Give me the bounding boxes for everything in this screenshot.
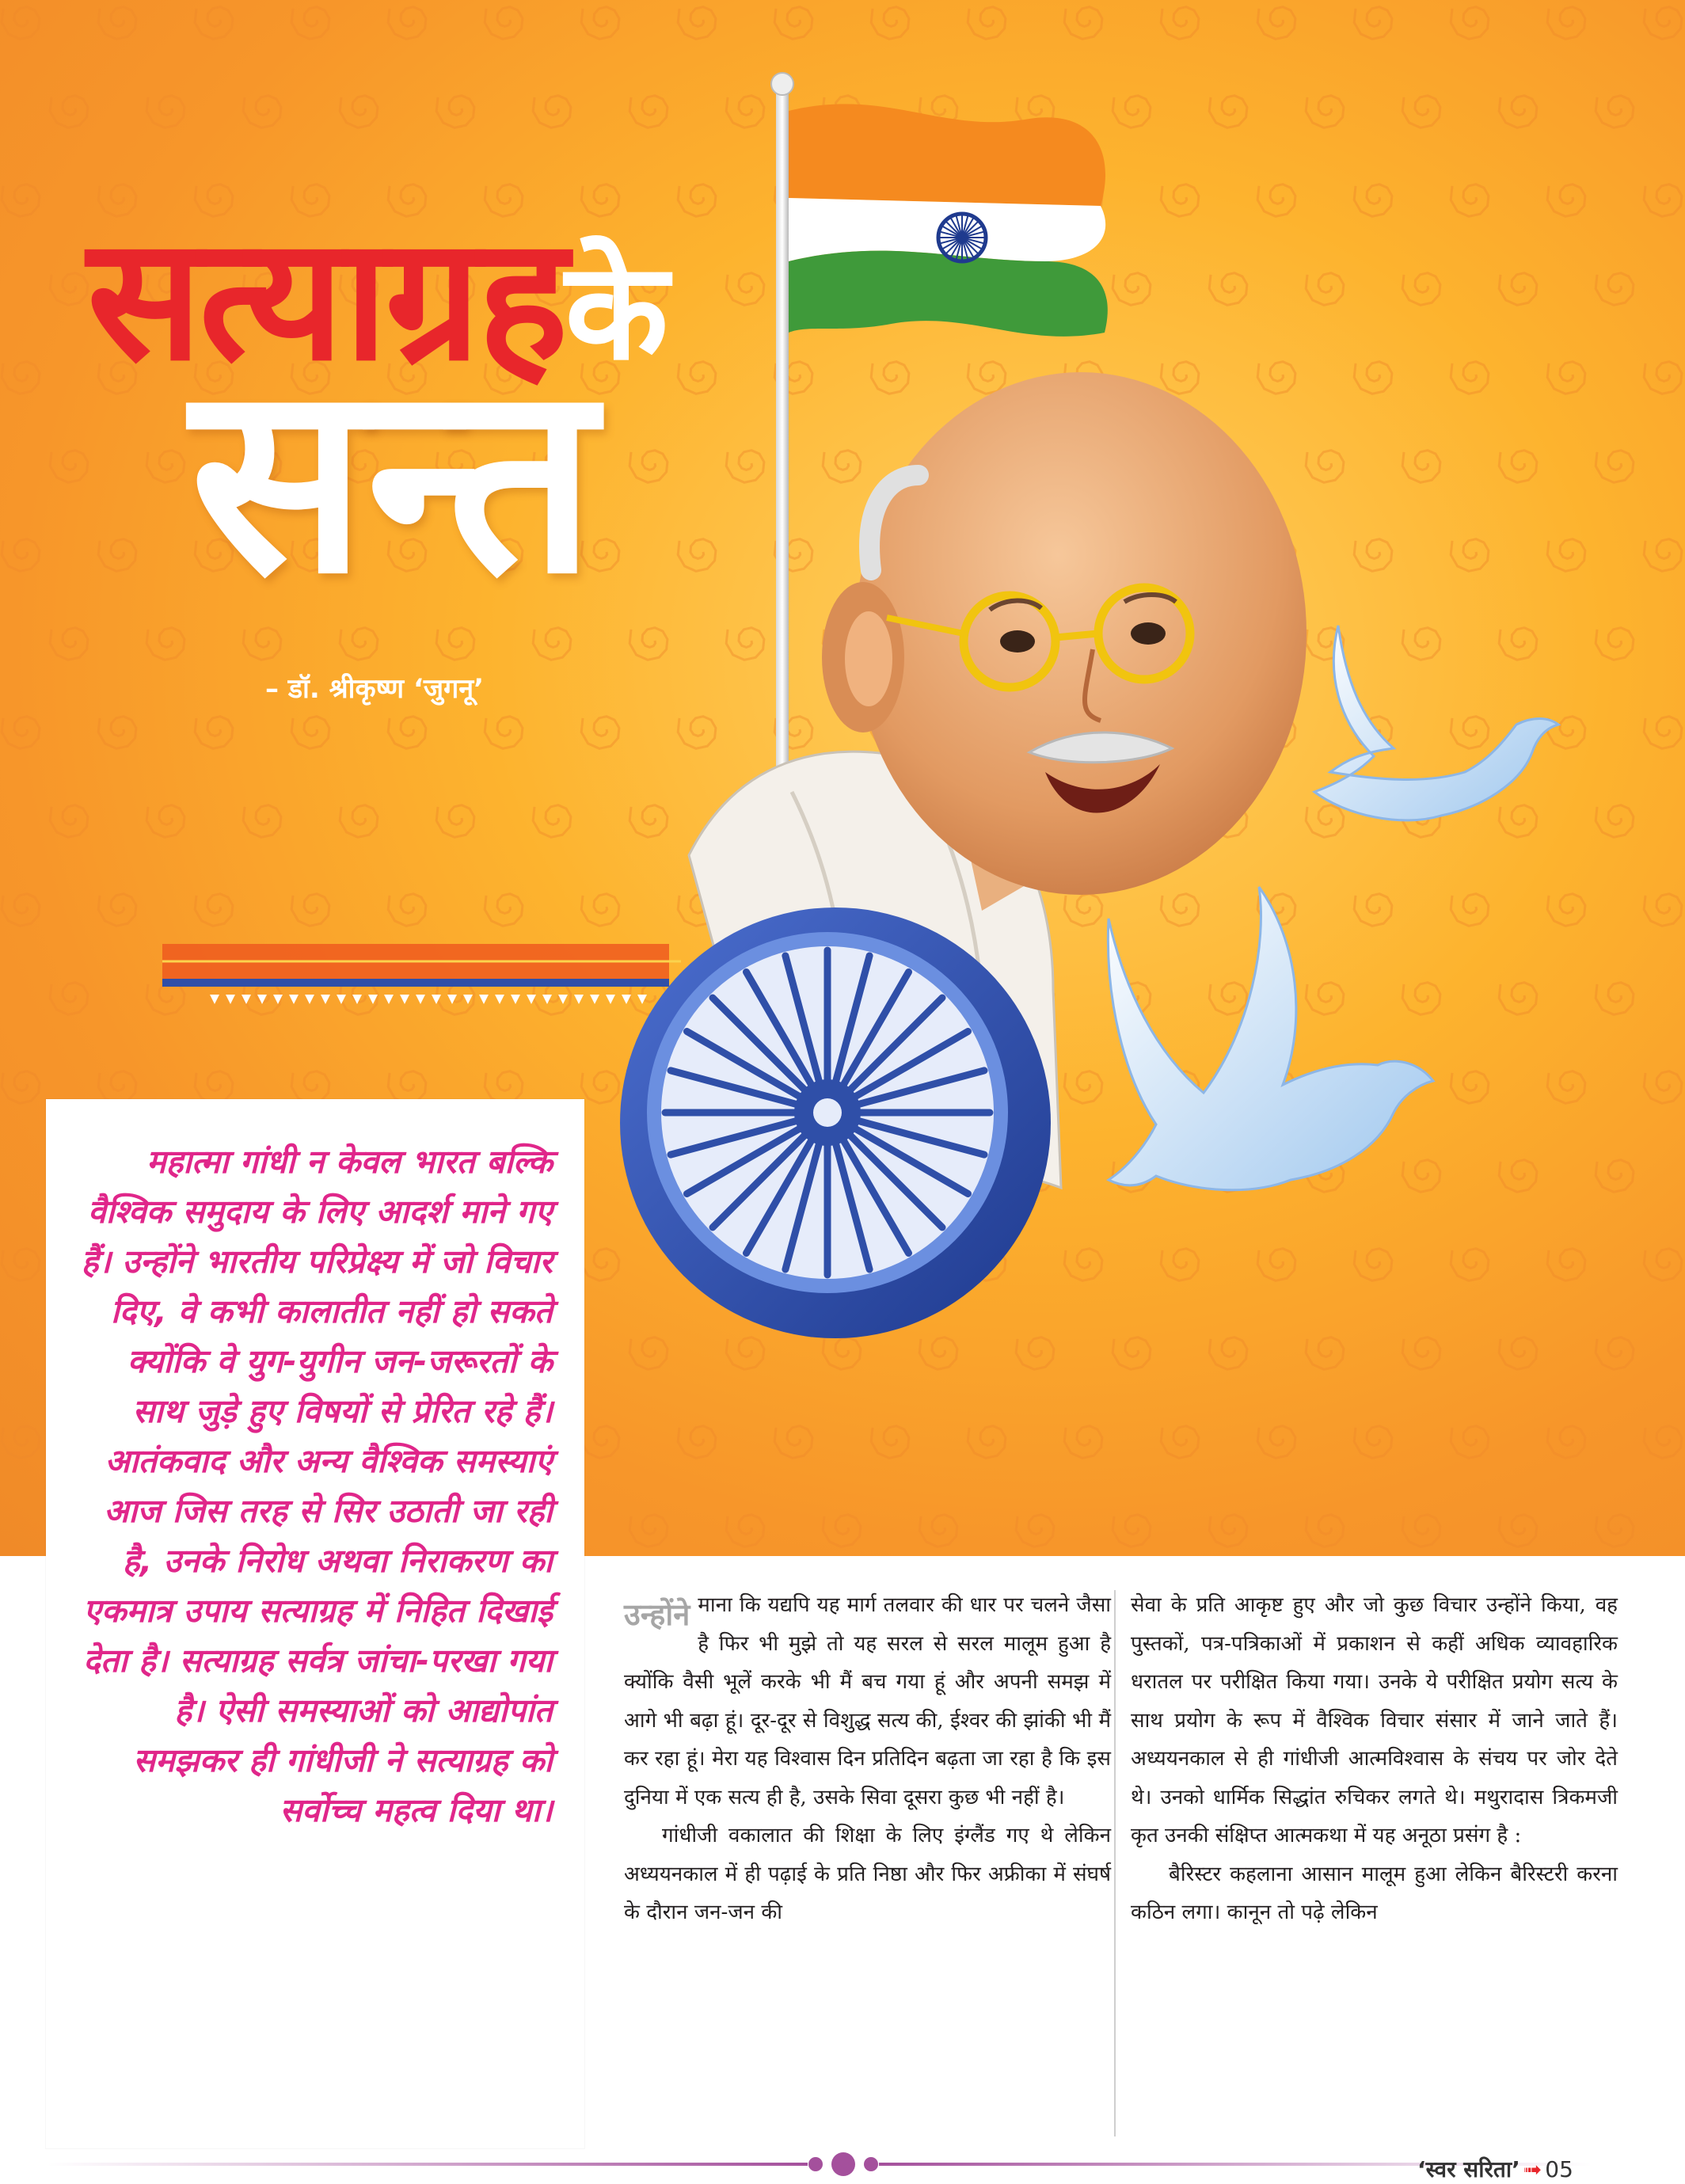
border-triangle <box>210 995 219 1004</box>
border-triangle <box>416 995 425 1004</box>
page-footer-label <box>1417 2154 1573 2184</box>
body-paragraph: सेवा के प्रति आकृष्ट हुए और जो कुछ विचार उन्होंने किया, वह पुस्तकों, पत्र-पत्रिकाओं में प्रकाशन से कहीं अधिक व्यावहारिक धरातल पर परीक्षित किया गया। उनके ये परीक्षित प्रयोग सत्य के साथ प्रयोग के रूप में वैश्विक विचार संसार में जाने जाते हैं। अध्ययनकाल से ही गांधीजी आत्मविश्वास के संचय पर जोर देते थे। उनको धार्मिक सिद्धांत रुचिकर लगते थे। मथुरादास त्रिकमजी कृत उनकी संक्षिप्त आत्मकथा में यह अनूठा प्रसंग है : <box>1131 1593 1618 1847</box>
border-triangle <box>558 995 568 1004</box>
body-column-right <box>1131 1586 1618 1932</box>
column-divider <box>1114 1590 1116 2136</box>
border-triangle <box>637 995 647 1004</box>
dove-icon <box>1108 887 1433 1190</box>
border-triangle <box>384 995 394 1004</box>
drop-cap: उन्होंने <box>624 1597 690 1632</box>
magazine-name: ‘स्वर सरिता’ <box>1417 2156 1520 2182</box>
intro-text: महात्मा गांधी न केवल भारत बल्कि वैश्विक समुदाय के लिए आदर्श माने गए हैं। उन्होंने भारतीय परिप्रेक्ष्य में जो विचार दिए, वे कभी कालातीत नहीं हो सकते क्योंकि वे युग-युगीन जन-जरूरतों के साथ जुड़े हुए विषयों से प्रेरित रहे हैं। आतंकवाद और अन्य वैश्विक समस्याएं आज जिस तरह से सिर उठाती जा रही है, उनके निरोध अथवा निराकरण का एकमात्र उपाय सत्याग्रह में निहित दिखाई देता है। सत्याग्रह सर्वत्र जांचा-परखा गया है। ऐसी समस्याओं को आद्योपांत समझकर ही गांधीजी ने सत्याग्रह को सर्वोच्च महत्व दिया था। <box>81 1143 553 1829</box>
border-triangle <box>368 995 378 1004</box>
border-triangle <box>257 995 267 1004</box>
title-word-satyagrah: सत्याग्रह <box>87 200 565 398</box>
border-triangle <box>242 995 251 1004</box>
border-triangle <box>622 995 631 1004</box>
article-title-line-2: सन्त <box>190 327 596 631</box>
body-paragraph: गांधीजी वकालात की शिक्षा के लिए इंग्लैंड गए थे लेकिन अध्ययनकाल में ही पढ़ाई के प्रति निष्ठा और फिर अफ्रीका में संघर्ष के दौरान जन-जन की <box>624 1824 1111 1924</box>
border-triangle <box>606 995 615 1004</box>
page-number: 05 <box>1545 2156 1573 2182</box>
border-triangle <box>542 995 552 1004</box>
border-triangle <box>432 995 441 1004</box>
border-triangle <box>352 995 362 1004</box>
border-triangle <box>463 995 473 1004</box>
border-triangle <box>273 995 283 1004</box>
author-byline: – डॉ. श्रीकृष्ण ‘जुगनू’ <box>265 673 485 705</box>
dove-icon <box>1314 626 1558 820</box>
body-paragraph <box>624 1586 1111 1817</box>
body-text: माना कि यद्यपि यह मार्ग तलवार की धार पर चलने जैसा है फिर भी मुझे तो यह सरल से सरल मालूम हुआ है क्योंकि वैसी भूलें करके भी मैं बच गया हूं और अपनी समझ में आगे भी बढ़ा हूं। दूर-दूर से विशुद्ध सत्य की, ईश्वर की झांकी भी मैं कर रहा हूं। मेरा यह विश्वास दिन प्रतिदिन बढ़ता जा रहा है कि इस दुनिया में एक सत्य ही है, उसके सिवा दूसरा कुछ भी नहीं है। <box>624 1593 1111 1809</box>
border-triangle <box>574 995 584 1004</box>
decorative-border-band <box>162 944 681 1004</box>
border-triangle <box>527 995 536 1004</box>
border-triangle <box>226 995 235 1004</box>
border-triangle <box>289 995 299 1004</box>
border-triangle <box>400 995 409 1004</box>
intro-box <box>46 1099 584 2148</box>
border-triangle <box>495 995 504 1004</box>
border-triangle <box>479 995 489 1004</box>
border-triangle <box>447 995 457 1004</box>
title-word-ke: के <box>565 234 666 390</box>
border-triangle <box>305 995 314 1004</box>
border-triangle <box>511 995 520 1004</box>
body-paragraph: बैरिस्टर कहलाना आसान मालूम हुआ लेकिन बैरिस्टरी करना कठिन लगा। कानून तो पढ़े लेकिन <box>1131 1862 1618 1924</box>
arrow-icon: ➟ <box>1523 2156 1542 2182</box>
ashoka-chakra-icon <box>620 907 1051 1338</box>
border-triangle <box>337 995 346 1004</box>
body-column-left <box>624 1586 1111 1932</box>
border-triangle <box>590 995 599 1004</box>
border-triangle <box>321 995 330 1004</box>
